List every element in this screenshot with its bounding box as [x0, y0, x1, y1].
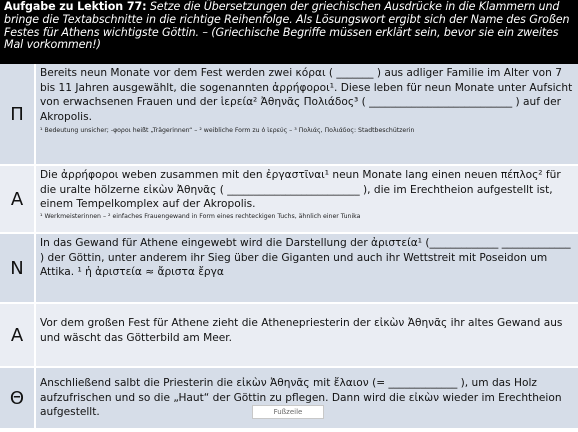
section-text-cell [35, 367, 578, 429]
section-letter: Θ [0, 367, 35, 429]
task-header [0, 0, 578, 64]
section-text-cell [35, 233, 578, 303]
task-title: Aufgabe zu Lektion 77: [4, 0, 147, 13]
section-row [0, 367, 578, 429]
text-sections-table [0, 64, 578, 430]
section-text: Anschließend salbt die Priesterin die εἰκὼν Ἀθηνᾶς mit ἔλαιον (= _____________ ), um das Holz aufzufrischen und so die „Haut“ der Göttin zu pflegen. Dann wird die εἰκὼν wieder im Erechtheion aufgestellt. [40, 377, 562, 418]
section-footnote: ¹ Bedeutung unsicher; -φοροι heißt „Trägerinnen“ – ² weibliche Form zu ὁ ἱερεύς – ³ Πολιάς, Πολιάδος: Stadtbeschützerin [40, 127, 415, 134]
section-row [0, 165, 578, 233]
section-letter: Α [0, 165, 35, 233]
section-letter: Ν [0, 233, 35, 303]
section-row [0, 233, 578, 303]
section-letter: Α [0, 303, 35, 367]
section-footnote: ¹ Werkmeisterinnen – ² einfaches Frauengewand in Form eines rechteckigen Tuchs, ähnlich einer Tunika [40, 212, 361, 220]
section-row [0, 64, 578, 165]
section-row [0, 303, 578, 367]
section-text: In das Gewand für Athene eingewebt wird die Darstellung der ἀριστεία¹ (_____________ _____________ ) der Göttin, unter anderem ihr Sieg über die Giganten und auch ihr Wettstreit mit Poseidon um Attika. ¹ ἡ ἀριστεία ≈ ἄριστα ἔργα [40, 237, 571, 278]
section-text: Die ἀρρήφοροι weben zusammen mit den ἐργαστῖναι¹ neun Monate lang einen neuen πέπλος² für die uralte hölzerne εἰκὼν Ἀθηνᾶς ( _________________________ ), die im Erechtheion aufgestellt ist, einem Tempelkomplex auf der Akropolis. [40, 169, 561, 210]
section-text-cell [35, 303, 578, 367]
section-text-cell [35, 64, 578, 165]
footer-tooltip: Fußzeile [252, 405, 324, 419]
section-letter: Π [0, 64, 35, 165]
section-text: Bereits neun Monate vor dem Fest werden zwei κόραι ( _______ ) aus adliger Familie im Alter von 7 bis 11 Jahren ausgewählt, die sogenannten ἀρρήφοροι¹. Diese leben für neun Monate unter Aufsicht von erwachsenen Frauen und der ἱερεία² Ἀθηνᾶς Πολιάδος³ ( ___________________________ ) auf der Akropolis. [40, 67, 573, 123]
section-text: Vor dem großen Fest für Athene zieht die Athenepriesterin der εἰκὼν Ἀθηνᾶς ihr altes Gewand aus und wäscht das Götterbild am Meer. [40, 317, 563, 344]
section-text-cell [35, 165, 578, 233]
task-instructions: Setze die Übersetzungen der griechischen Ausdrücke in die Klammern und bringe die Textabschnitte in die richtige Reihenfolge. Als Lösungswort ergibt sich der Name des Großen Festes für Athens wichtigste Göttin. – (Griechische Begriffe müssen erklärt sein, bevor sie ein zweites Mal vorkommen!) [4, 0, 570, 52]
